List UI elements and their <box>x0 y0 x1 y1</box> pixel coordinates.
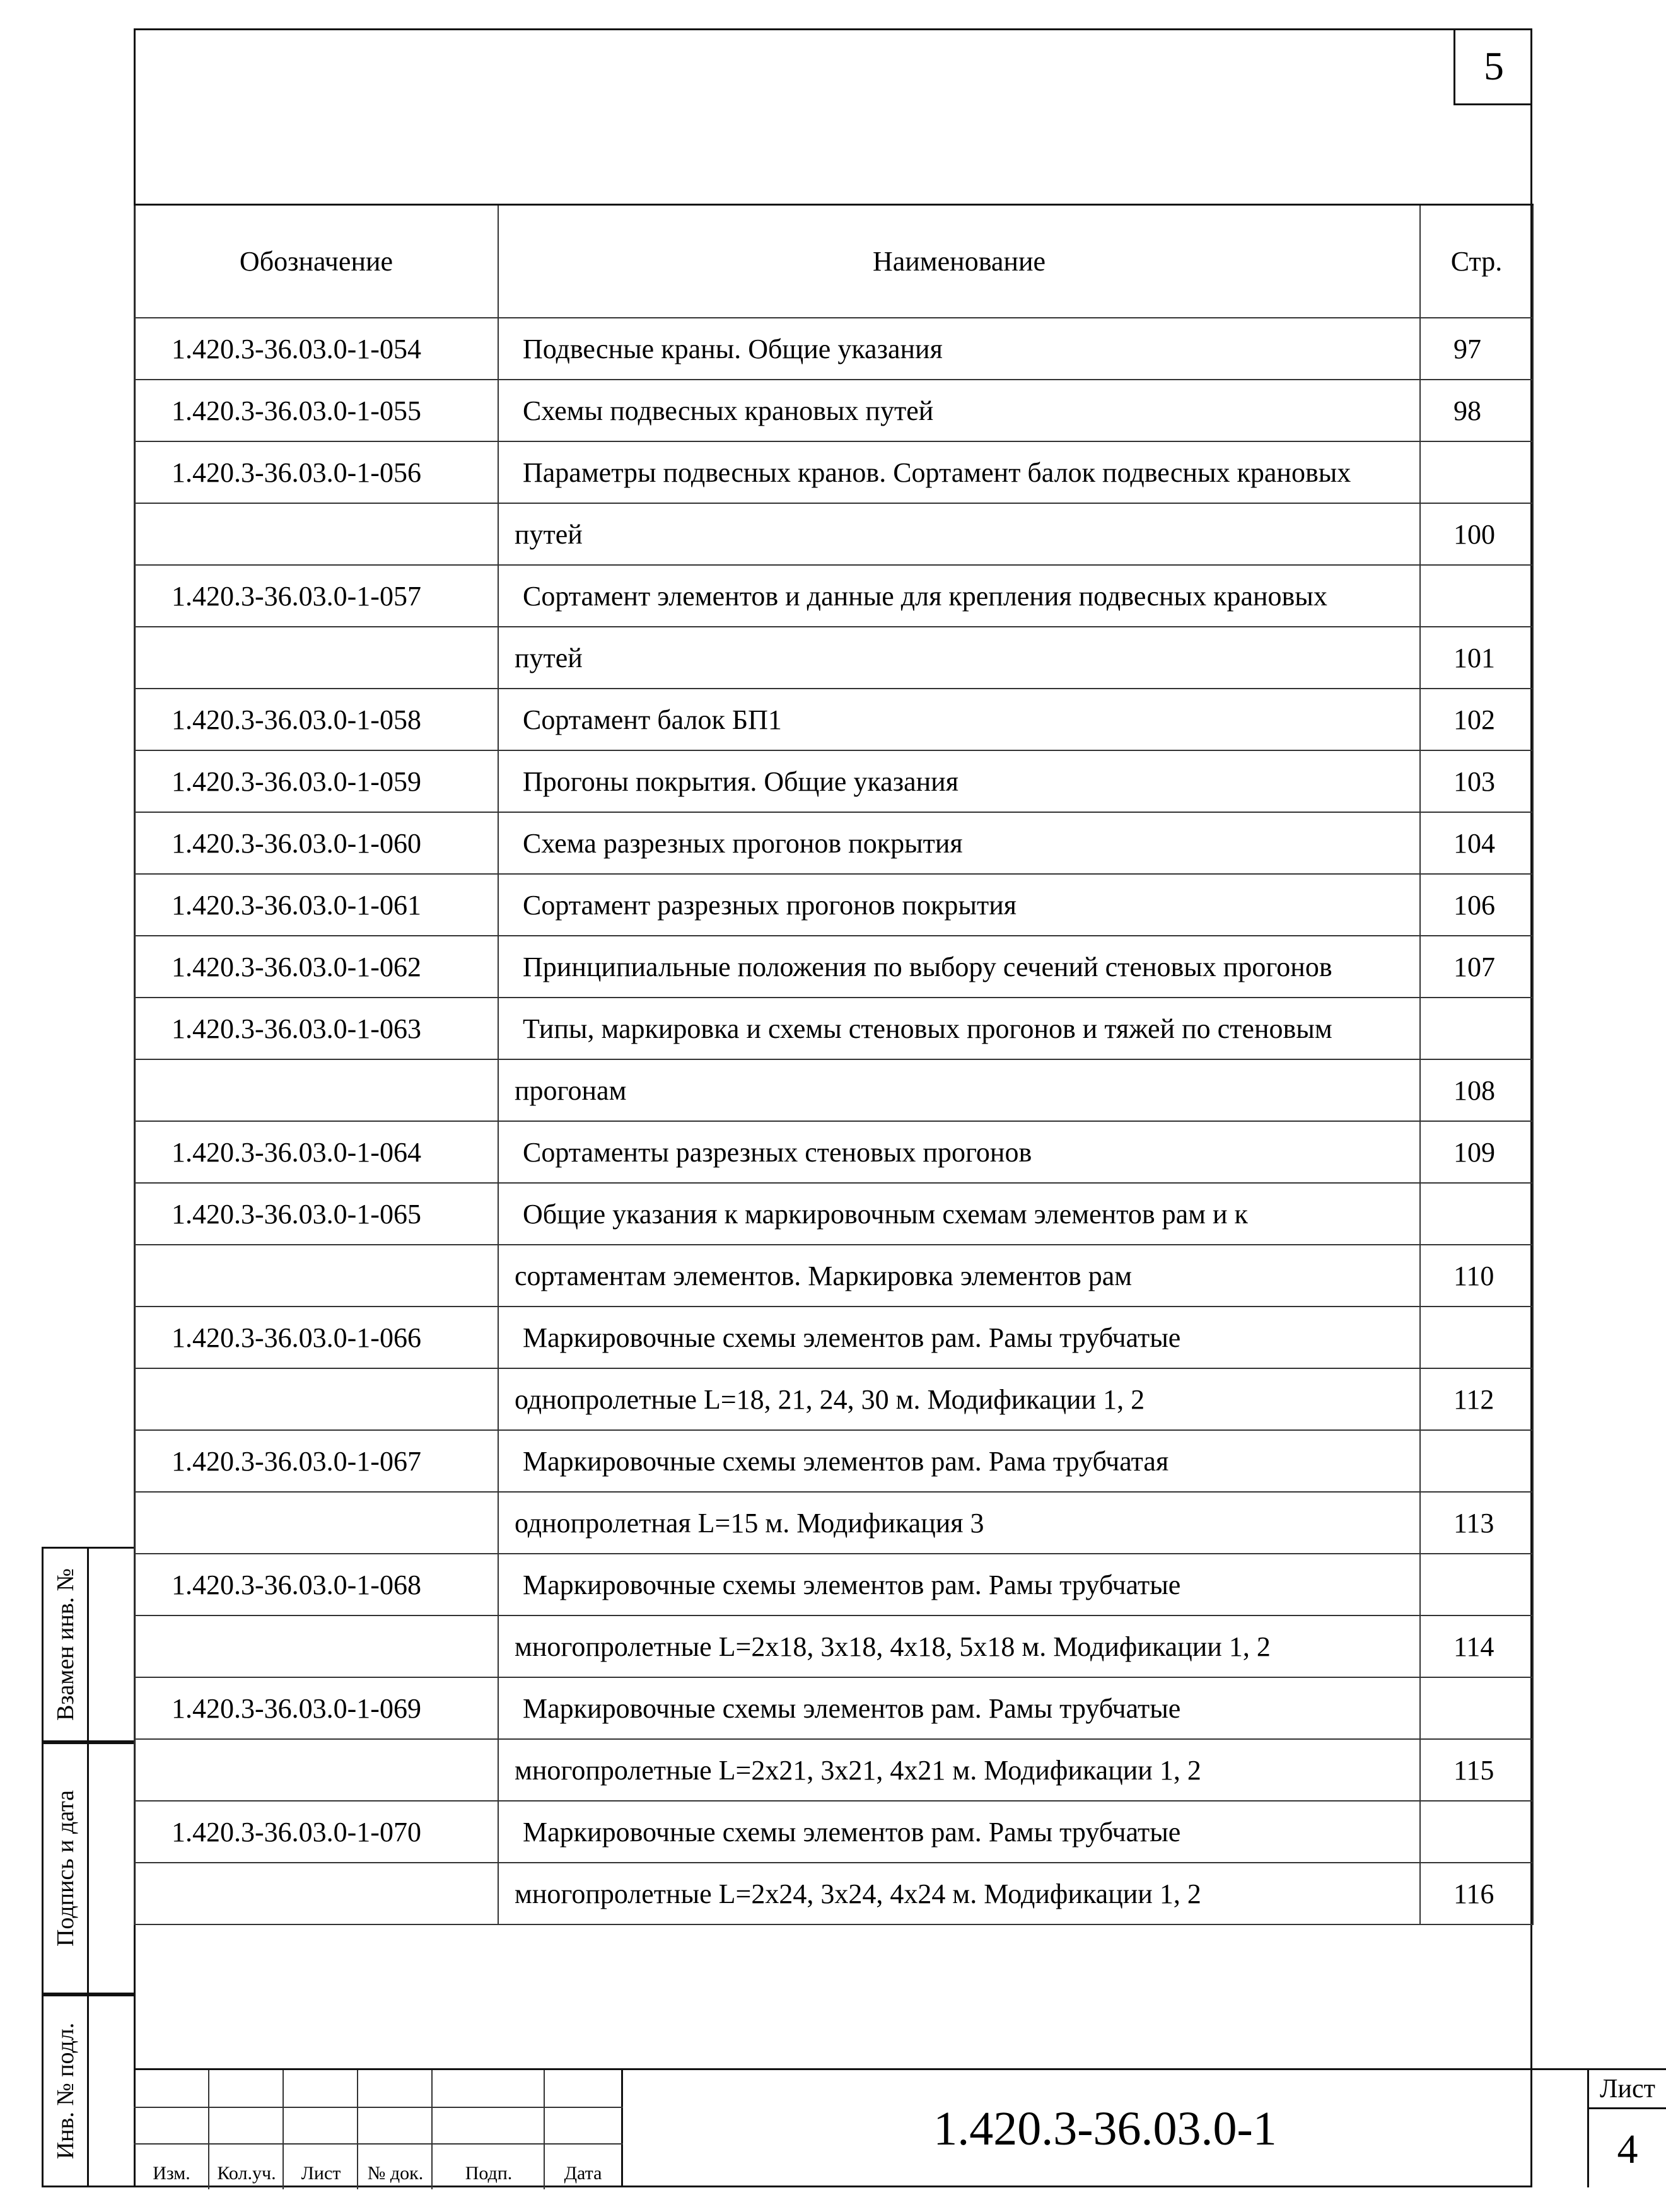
row-name: сортаментам элементов. Маркировка элементов рам <box>498 1245 1420 1307</box>
row-code: 1.420.3-36.03.0-1-065 <box>134 1183 498 1245</box>
row-code: 1.420.3-36.03.0-1-056 <box>134 441 498 503</box>
row-name: многопролетные L=2х24, 3х24, 4х24 м. Модификации 1, 2 <box>498 1863 1420 1924</box>
table-row <box>134 380 1533 441</box>
row-name: Подвесные краны. Общие указания <box>498 318 1420 380</box>
row-name: однопролетные L=18, 21, 24, 30 м. Модификации 1, 2 <box>498 1368 1420 1430</box>
table-row <box>134 565 1533 627</box>
row-code: 1.420.3-36.03.0-1-070 <box>134 1801 498 1863</box>
col-kol <box>209 2070 284 2189</box>
table-row <box>134 936 1533 998</box>
table-row <box>134 1430 1533 1492</box>
row-name: путей <box>498 503 1420 565</box>
table-row <box>134 1492 1533 1554</box>
page-number: 5 <box>1453 28 1532 105</box>
table-row <box>134 318 1533 380</box>
row-page <box>1420 1554 1533 1615</box>
row-page <box>1420 441 1533 503</box>
col-sign <box>433 2070 545 2189</box>
row-name: Маркировочные схемы элементов рам. Рамы трубчатые <box>498 1801 1420 1863</box>
contents-table <box>134 204 1534 1925</box>
side-label-replace: Взамен инв. № <box>52 1568 79 1721</box>
row-page <box>1420 1677 1533 1739</box>
row-page: 113 <box>1420 1492 1533 1554</box>
header-name: Наименование <box>498 205 1420 318</box>
row-code: 1.420.3-36.03.0-1-057 <box>134 565 498 627</box>
table-row <box>134 627 1533 689</box>
row-page: 107 <box>1420 936 1533 998</box>
header-page: Стр. <box>1420 205 1533 318</box>
row-name: однопролетная L=15 м. Модификация 3 <box>498 1492 1420 1554</box>
header-code: Обозначение <box>134 205 498 318</box>
row-code <box>134 1739 498 1801</box>
table-row <box>134 1801 1533 1863</box>
table-row <box>134 689 1533 750</box>
row-page: 112 <box>1420 1368 1533 1430</box>
side-label-sign-date: Подпись и дата <box>52 1790 79 1947</box>
row-code <box>134 1368 498 1430</box>
row-page <box>1420 565 1533 627</box>
row-page: 98 <box>1420 380 1533 441</box>
row-code: 1.420.3-36.03.0-1-062 <box>134 936 498 998</box>
row-code <box>134 1245 498 1307</box>
row-code: 1.420.3-36.03.0-1-055 <box>134 380 498 441</box>
table-row <box>134 1183 1533 1245</box>
row-name: Маркировочные схемы элементов рам. Рамы трубчатые <box>498 1307 1420 1368</box>
row-page <box>1420 998 1533 1059</box>
row-name: путей <box>498 627 1420 689</box>
row-code: 1.420.3-36.03.0-1-060 <box>134 812 498 874</box>
table-row <box>134 750 1533 812</box>
row-page: 97 <box>1420 318 1533 380</box>
row-page: 110 <box>1420 1245 1533 1307</box>
row-code <box>134 1059 498 1121</box>
row-name: Общие указания к маркировочным схемам элементов рам и к <box>498 1183 1420 1245</box>
row-page: 114 <box>1420 1615 1533 1677</box>
table-row <box>134 1307 1533 1368</box>
side-label-inv-orig: Инв. № подл. <box>52 2022 79 2160</box>
table-row <box>134 1368 1533 1430</box>
row-code: 1.420.3-36.03.0-1-061 <box>134 874 498 936</box>
row-name: Сортамент разрезных прогонов покрытия <box>498 874 1420 936</box>
row-name: многопролетные L=2х21, 3х21, 4х21 м. Модификации 1, 2 <box>498 1739 1420 1801</box>
row-name: Маркировочные схемы элементов рам. Рамы трубчатые <box>498 1677 1420 1739</box>
row-code <box>134 1863 498 1924</box>
table-row <box>134 874 1533 936</box>
col-label-izm: Изм. <box>153 2163 190 2184</box>
row-code <box>134 503 498 565</box>
row-name: Схема разрезных прогонов покрытия <box>498 812 1420 874</box>
row-name: прогонам <box>498 1059 1420 1121</box>
row-page <box>1420 1183 1533 1245</box>
row-name: Сортаменты разрезных стеновых прогонов <box>498 1121 1420 1183</box>
col-label-date: Дата <box>564 2163 602 2184</box>
row-code: 1.420.3-36.03.0-1-066 <box>134 1307 498 1368</box>
table-row <box>134 1677 1533 1739</box>
table-row <box>134 1121 1533 1183</box>
table-row <box>134 1615 1533 1677</box>
table-row <box>134 1059 1533 1121</box>
row-page: 100 <box>1420 503 1533 565</box>
row-code: 1.420.3-36.03.0-1-054 <box>134 318 498 380</box>
sheet-number: 4 <box>1617 2126 1638 2172</box>
row-name: Типы, маркировка и схемы стеновых прогонов и тяжей по стеновым <box>498 998 1420 1059</box>
table-header-row <box>134 205 1533 318</box>
row-name: Сортамент балок БП1 <box>498 689 1420 750</box>
revision-grid <box>134 2068 623 2187</box>
sheet-box <box>1587 2068 1666 2187</box>
row-name: Параметры подвесных кранов. Сортамент балок подвесных крановых <box>498 441 1420 503</box>
row-code: 1.420.3-36.03.0-1-067 <box>134 1430 498 1492</box>
row-page: 104 <box>1420 812 1533 874</box>
row-page: 116 <box>1420 1863 1533 1924</box>
row-page <box>1420 1430 1533 1492</box>
col-label-kol: Кол.уч. <box>217 2163 276 2184</box>
row-page: 109 <box>1420 1121 1533 1183</box>
row-page: 103 <box>1420 750 1533 812</box>
row-name: многопролетные L=2х18, 3х18, 4х18, 5х18 м. Модификации 1, 2 <box>498 1615 1420 1677</box>
document-code: 1.420.3-36.03.0-1 <box>623 2068 1587 2187</box>
table-row <box>134 812 1533 874</box>
title-block <box>134 2068 1655 2187</box>
table-row <box>134 441 1533 503</box>
table-row <box>134 1739 1533 1801</box>
row-code <box>134 1492 498 1554</box>
sheet-label: Лист <box>1589 2070 1666 2109</box>
row-name: Маркировочные схемы элементов рам. Рамы трубчатые <box>498 1554 1420 1615</box>
row-page <box>1420 1307 1533 1368</box>
col-izm <box>134 2070 209 2189</box>
row-name: Маркировочные схемы элементов рам. Рама трубчатая <box>498 1430 1420 1492</box>
row-code: 1.420.3-36.03.0-1-064 <box>134 1121 498 1183</box>
col-label-doc: № док. <box>367 2163 424 2184</box>
row-code: 1.420.3-36.03.0-1-063 <box>134 998 498 1059</box>
row-page: 102 <box>1420 689 1533 750</box>
row-name: Принципиальные положения по выбору сечений стеновых прогонов <box>498 936 1420 998</box>
col-label-list: Лист <box>301 2163 341 2184</box>
row-page: 108 <box>1420 1059 1533 1121</box>
table-row <box>134 1245 1533 1307</box>
row-code: 1.420.3-36.03.0-1-069 <box>134 1677 498 1739</box>
side-block-replace <box>42 1547 134 1742</box>
row-code: 1.420.3-36.03.0-1-068 <box>134 1554 498 1615</box>
col-label-sign: Подп. <box>465 2163 513 2184</box>
row-code <box>134 627 498 689</box>
col-doc <box>358 2070 433 2189</box>
row-name: Сортамент элементов и данные для крепления подвесных крановых <box>498 565 1420 627</box>
table-row <box>134 1863 1533 1924</box>
row-code: 1.420.3-36.03.0-1-058 <box>134 689 498 750</box>
row-name: Прогоны покрытия. Общие указания <box>498 750 1420 812</box>
side-block-inv-orig <box>42 1994 134 2187</box>
table-row <box>134 998 1533 1059</box>
row-code: 1.420.3-36.03.0-1-059 <box>134 750 498 812</box>
row-page <box>1420 1801 1533 1863</box>
col-date <box>545 2070 621 2189</box>
row-page: 101 <box>1420 627 1533 689</box>
row-code <box>134 1615 498 1677</box>
side-block-sign-date <box>42 1742 134 1994</box>
table-row <box>134 503 1533 565</box>
row-page: 106 <box>1420 874 1533 936</box>
row-name: Схемы подвесных крановых путей <box>498 380 1420 441</box>
table-row <box>134 1554 1533 1615</box>
row-page: 115 <box>1420 1739 1533 1801</box>
col-list <box>284 2070 358 2189</box>
